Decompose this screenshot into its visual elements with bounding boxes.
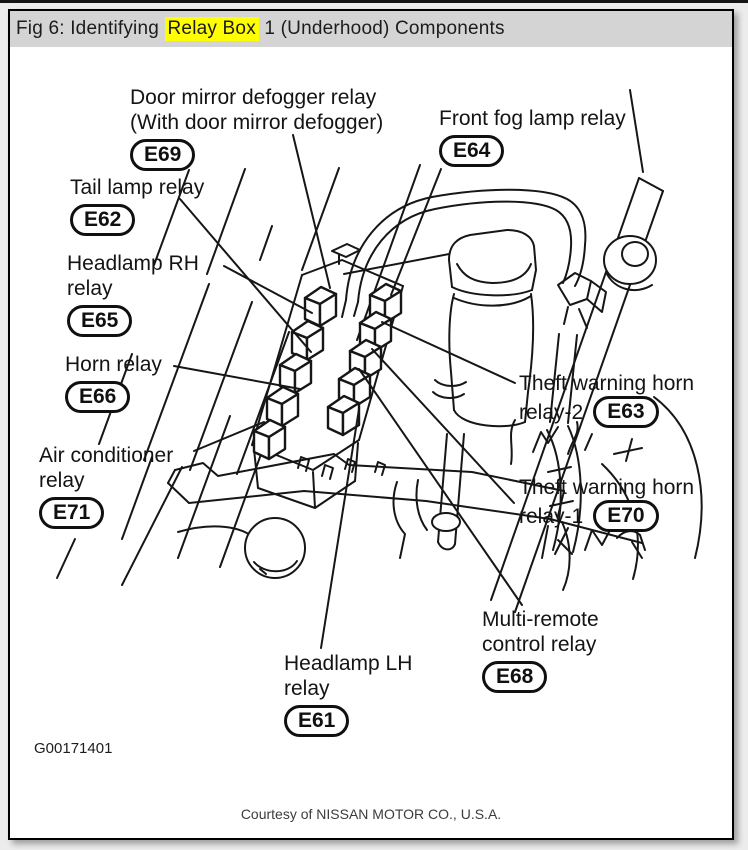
relay-code-badge-e65: E65 xyxy=(67,305,132,337)
relay-label-e68 xyxy=(482,607,599,693)
relay-code-badge-e71: E71 xyxy=(39,497,104,529)
relay-label-text: Theft warning horn xyxy=(519,476,695,499)
relay-label-e70 xyxy=(519,475,694,532)
relay-label-text: Door mirror defogger relay xyxy=(130,86,377,109)
leader-e68 xyxy=(359,369,522,605)
relay-label-text: (With door mirror defogger) xyxy=(130,111,384,134)
relay-label-text: relay xyxy=(284,677,330,700)
figure-title-prefix: Fig 6: Identifying xyxy=(16,18,165,39)
relay-label-e65 xyxy=(67,251,199,337)
relay-label-text: Theft warning horn xyxy=(519,372,695,395)
relay-label-text: Headlamp LH xyxy=(284,652,413,675)
relay-label-text: control relay xyxy=(482,633,597,656)
strut-bar xyxy=(491,90,732,612)
relay-label-text: relay-1 xyxy=(519,504,584,528)
relay-code-badge-e64: E64 xyxy=(439,135,504,167)
courtesy-credit: Courtesy of NISSAN MOTOR CO., U.S.A. xyxy=(240,806,502,822)
leader-e64 xyxy=(391,169,441,295)
leader-e65 xyxy=(224,266,312,313)
relay-label-e64 xyxy=(439,106,626,167)
relay-label-text: Front fog lamp relay xyxy=(439,107,626,130)
relay-label-text: Tail lamp relay xyxy=(70,176,205,199)
relay-label-text: relay xyxy=(67,277,113,300)
relay-label-text: Horn relay xyxy=(65,353,162,376)
strut-cap xyxy=(245,518,305,578)
relay-label-text: relay-2 xyxy=(519,400,584,424)
figure-window xyxy=(8,9,734,840)
relay-code-badge-e62: E62 xyxy=(70,204,135,236)
pipe-and-coupler xyxy=(432,380,466,549)
relay-code-badge-e61: E61 xyxy=(284,705,349,737)
relay-code-badge-e68: E68 xyxy=(482,661,547,693)
relay-label-e66 xyxy=(65,352,162,413)
drawing-id: G00171401 xyxy=(34,740,113,757)
relay-label-text: relay xyxy=(39,469,85,492)
relay-box xyxy=(252,244,403,508)
relay-label-e69 xyxy=(130,85,383,171)
leader-e61 xyxy=(321,409,359,648)
figure-title-bar xyxy=(10,11,732,47)
relay-code-badge-e70: E70 xyxy=(593,500,658,532)
relay-label-e62 xyxy=(70,175,204,236)
relay-label-text: Headlamp RH xyxy=(67,252,199,275)
figure-title-suffix: 1 (Underhood) Components xyxy=(258,18,505,39)
relay-code-badge-e69: E69 xyxy=(130,139,195,171)
relay-label-text: Air conditioner xyxy=(39,444,174,467)
relay-label-e63 xyxy=(519,371,694,428)
relay-label-text: Multi-remote xyxy=(482,608,599,631)
window-top-edge xyxy=(0,0,748,3)
relay-label-e71 xyxy=(39,443,173,529)
figure-title-highlight: Relay Box xyxy=(165,17,259,41)
relay-code-badge-e63: E63 xyxy=(593,396,658,428)
relay-code-badge-e66: E66 xyxy=(65,381,130,413)
relay-label-e61 xyxy=(284,651,412,737)
